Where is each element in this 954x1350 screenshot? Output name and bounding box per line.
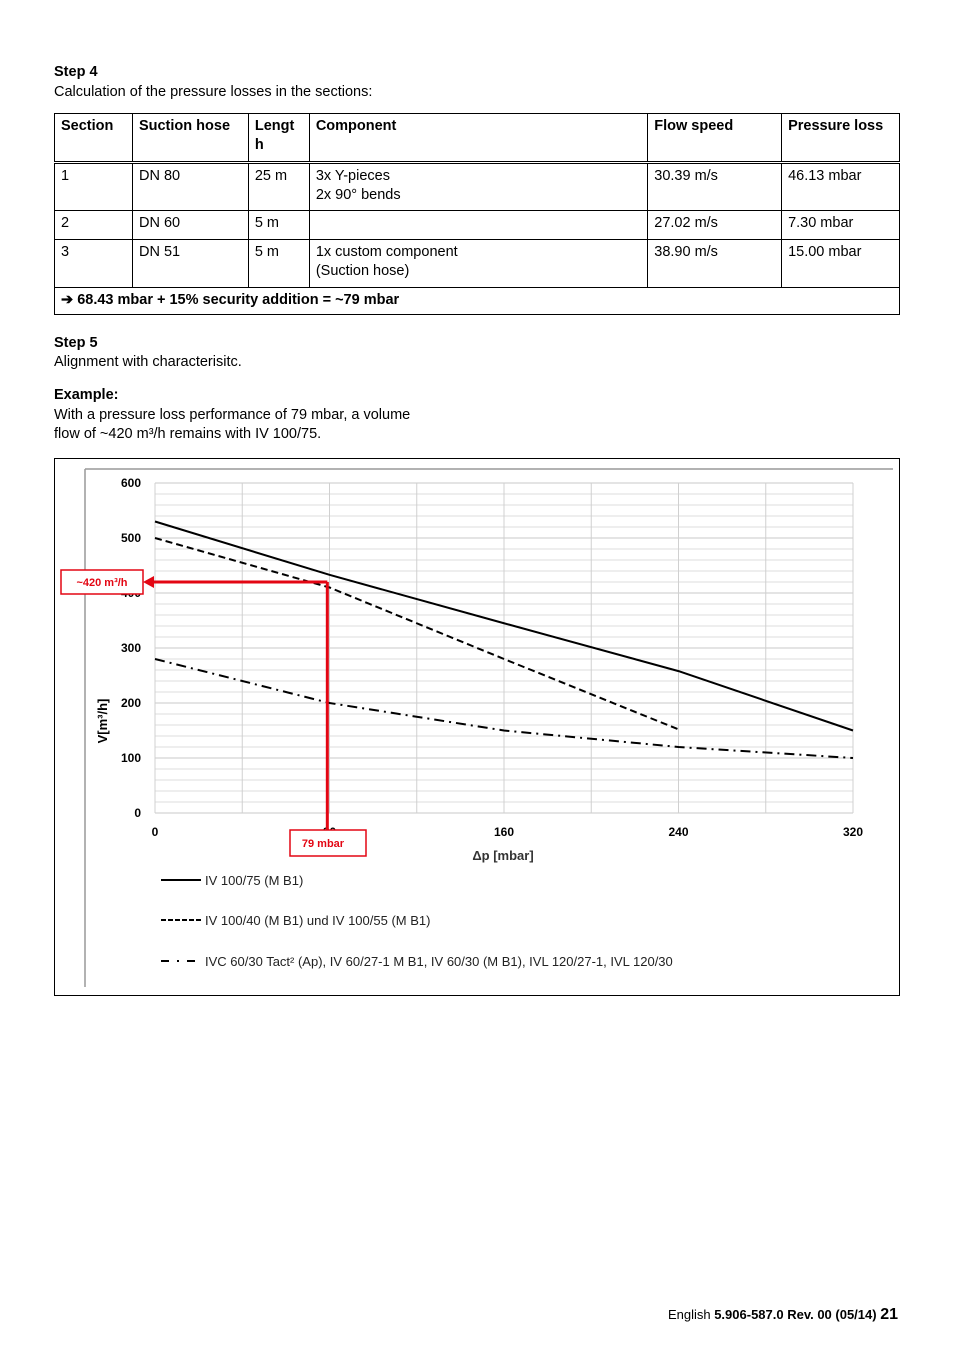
- y-tick-label: 100: [120, 751, 141, 765]
- header-length: Lengt h: [248, 114, 309, 163]
- footer-language: English: [667, 1307, 711, 1322]
- cell-section: 3: [55, 240, 133, 288]
- summary-cell: [55, 288, 900, 315]
- x-tick-label: 160: [493, 825, 515, 839]
- arrow-right-icon: ➔: [61, 292, 74, 308]
- footer-doc-number: 5.906-587.0 Rev. 00 (05/14): [714, 1307, 877, 1322]
- summary-text: 68.43 mbar + 15% security addition = ~79 mbar: [77, 292, 400, 308]
- cell-component: [309, 163, 647, 211]
- step5-heading: Step 5: [54, 335, 98, 351]
- page-number: 21: [880, 1306, 898, 1323]
- legend-label-3: IVC 60/30 Tact² (Ap), IV 60/27-1 M B1, IV 60/30 (M B1), IVL 120/27-1, IVL 120/30: [205, 954, 673, 969]
- header-component: Component: [309, 114, 647, 163]
- table-row: [55, 211, 900, 240]
- cell-speed: 30.39 m/s: [648, 163, 782, 211]
- pressure-loss-chart: [55, 459, 899, 995]
- component-line: 3x Y-pieces: [315, 168, 390, 184]
- table-row: [55, 240, 900, 288]
- cell-section: 2: [55, 211, 133, 240]
- cell-component: [309, 240, 647, 288]
- y-tick-label: 500: [120, 531, 141, 545]
- cell-length: 5 m: [248, 211, 309, 240]
- cell-length: 5 m: [248, 240, 309, 288]
- y-tick-label: 0: [134, 806, 141, 820]
- x-tick-label: 320: [842, 825, 864, 839]
- step4-text: Calculation of the pressure losses in the sections:: [54, 84, 373, 100]
- cell-hose: DN 60: [132, 211, 248, 240]
- header-flow-speed: Flow speed: [648, 114, 782, 163]
- example-heading: Example:: [54, 387, 119, 403]
- step4-heading: Step 4: [54, 64, 98, 80]
- header-pressure-loss: Pressure loss: [782, 114, 900, 163]
- cell-speed: 38.90 m/s: [648, 240, 782, 288]
- table-row: [55, 163, 900, 211]
- header-section: Section: [55, 114, 133, 163]
- cell-loss: 15.00 mbar: [782, 240, 900, 288]
- volume-flow-label: ~420 m³/h: [76, 577, 128, 589]
- y-tick-label: 300: [120, 641, 141, 655]
- x-tick-label: 240: [668, 825, 689, 839]
- chart-ticks: [121, 476, 863, 839]
- table-summary-row: [55, 288, 900, 315]
- example-line-1: With a pressure loss performance of 79 mbar, a volume: [54, 407, 411, 423]
- marker-arrowhead: [143, 576, 154, 588]
- table-header-row: [55, 114, 900, 163]
- cell-component: [309, 211, 647, 240]
- legend-label-1: IV 100/75 (M B1): [205, 873, 304, 888]
- cell-hose: DN 80: [132, 163, 248, 211]
- example-line-2: flow of ~420 m³/h remains with IV 100/75.: [54, 426, 322, 442]
- pressure-label: 79 mbar: [301, 838, 345, 850]
- cell-section: 1: [55, 163, 133, 211]
- cell-loss: 46.13 mbar: [782, 163, 900, 211]
- y-tick-label: 600: [120, 476, 141, 490]
- pressure-loss-table: [54, 113, 900, 315]
- cell-loss: 7.30 mbar: [782, 211, 900, 240]
- component-line: 1x custom component: [315, 244, 458, 260]
- cell-length: 25 m: [248, 163, 309, 211]
- chart-legend: [161, 873, 673, 969]
- y-axis-label: V[m³/h]: [95, 698, 110, 744]
- step5-text: Alignment with characterisitc.: [54, 354, 242, 370]
- component-line: (Suction hose): [315, 263, 410, 279]
- y-tick-label: 200: [120, 696, 141, 710]
- legend-label-2: IV 100/40 (M B1) und IV 100/55 (M B1): [205, 913, 431, 928]
- component-line: 2x 90° bends: [315, 187, 401, 203]
- page-footer: [668, 1306, 898, 1324]
- cell-speed: 27.02 m/s: [648, 211, 782, 240]
- chart-grid: [155, 483, 853, 813]
- header-suction-hose: Suction hose: [132, 114, 248, 163]
- cell-hose: DN 51: [132, 240, 248, 288]
- x-tick-label: 0: [151, 825, 159, 839]
- chart-frame: [54, 458, 900, 996]
- x-axis-label: Δp [mbar]: [472, 848, 534, 863]
